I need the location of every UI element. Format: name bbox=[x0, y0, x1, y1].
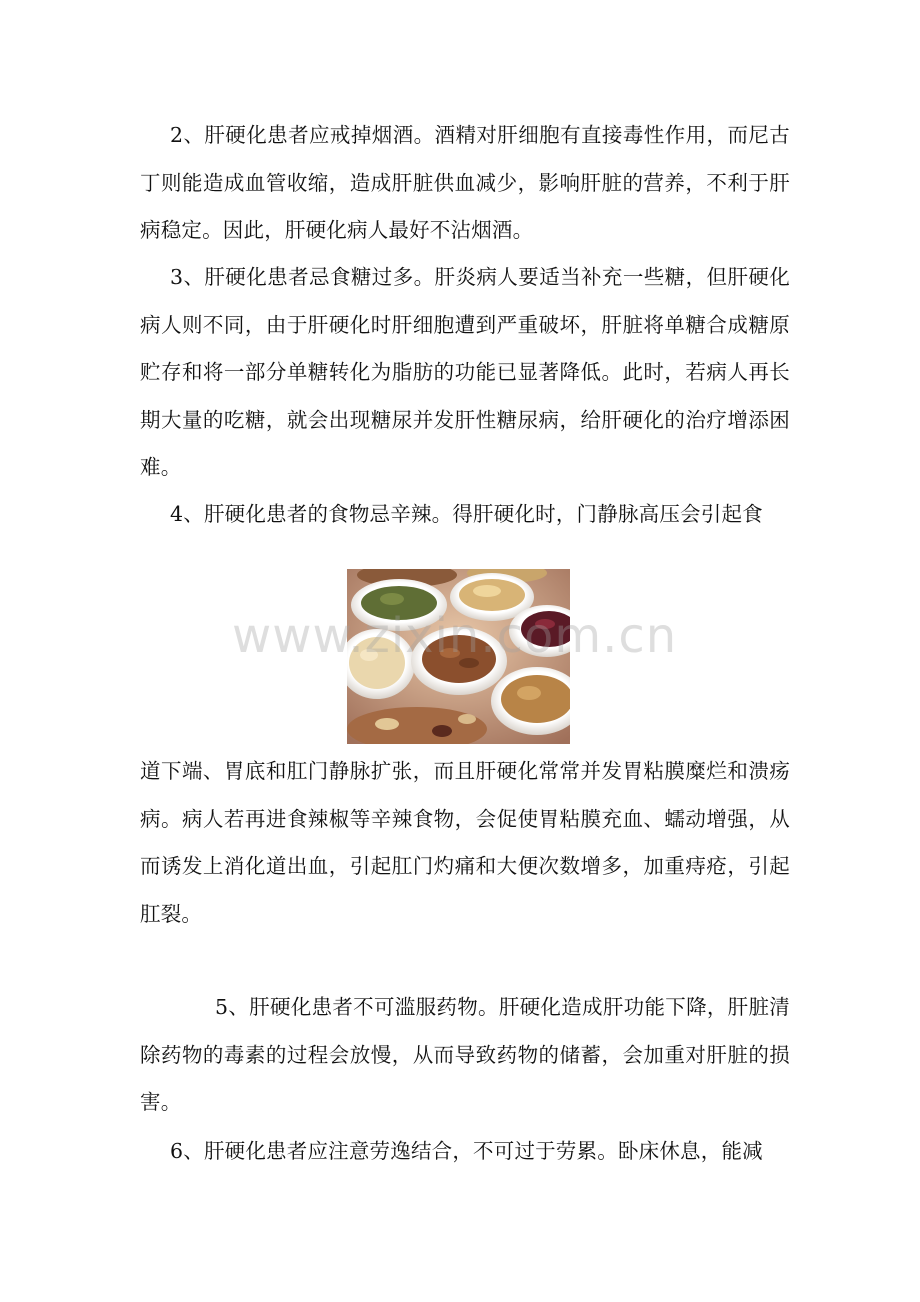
nuts-photo bbox=[347, 569, 570, 744]
paragraph-3: 3、肝硬化患者忌食糖过多。肝炎病人要适当补充一些糖，但肝硬化病人则不同，由于肝硬化时肝细胞遭到严重破坏，肝脏将单糖合成糖原贮存和将一部分单糖转化为脂肪的功能已显著降低。此时，若病人再长期大量的吃糖，就会出现糖尿并发肝性糖尿病，给肝硬化的治疗增添困难。 bbox=[140, 265, 790, 479]
watermark-text: www.zixin.com.cn bbox=[232, 608, 678, 664]
paragraph-2: 2、肝硬化患者应戒掉烟酒。酒精对肝细胞有直接毒性作用，而尼古丁则能造成血管收缩，造成肝脏供血减少，影响肝脏的营养，不利于肝病稳定。因此，肝硬化病人最好不沾烟酒。 bbox=[140, 123, 790, 242]
paragraph-4-end: 道下端、胃底和肛门静脉扩张，而且肝硬化常常并发胃粘膜糜烂和溃疡病。病人若再进食辣椒等辛辣食物，会促使胃粘膜充血、蠕动增强，从而诱发上消化道出血，引起肛门灼痛和大便次数增多，加重痔疮，引起肛裂。 bbox=[140, 759, 790, 926]
paragraph-4-start: 4、肝硬化患者的食物忌辛辣。得肝硬化时，门静脉高压会引起食 bbox=[170, 502, 763, 526]
paragraph-6: 6、肝硬化患者应注意劳逸结合，不可过于劳累。卧床休息，能减 bbox=[170, 1139, 763, 1163]
paragraph-5: 5、肝硬化患者不可滥服药物。肝硬化造成肝功能下降，肝脏清除药物的毒素的过程会放慢，从而导致药物的储蓄，会加重对肝脏的损害。 bbox=[140, 995, 790, 1114]
